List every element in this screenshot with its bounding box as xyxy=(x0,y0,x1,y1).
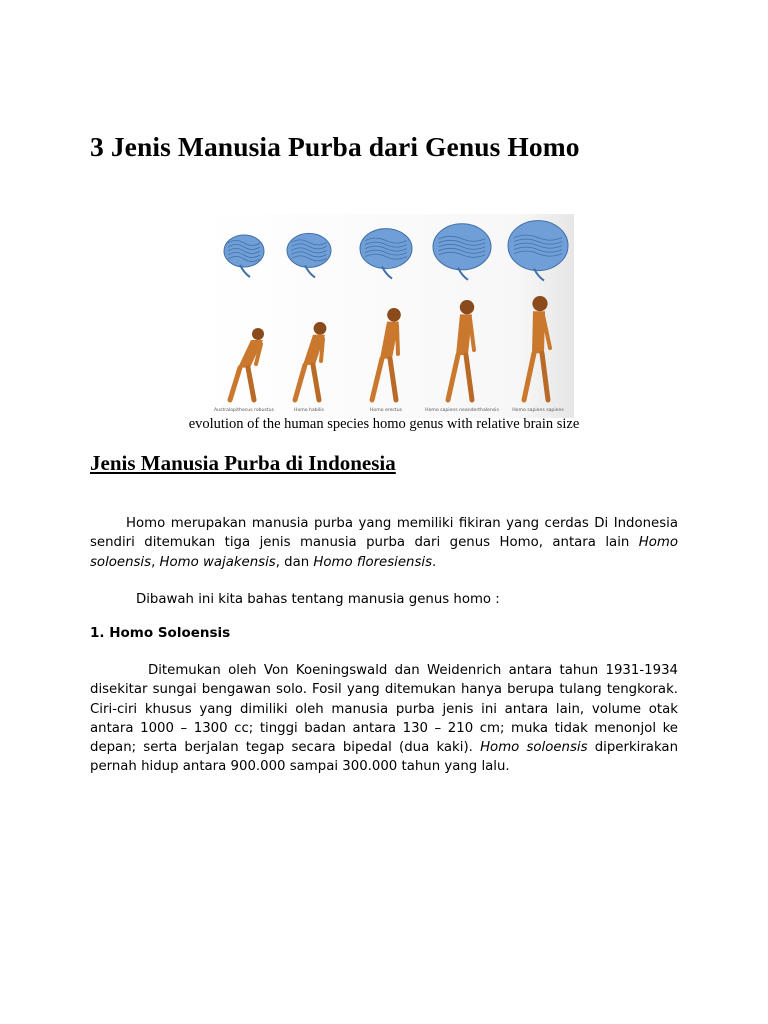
separator: , dan xyxy=(275,554,314,570)
species-label: Australopithecus robustus xyxy=(214,408,274,413)
species-labels xyxy=(214,407,564,413)
species-homo-floresiensis: Homo floresiensis xyxy=(313,554,433,570)
species-label: Homo erectus xyxy=(369,408,403,413)
human-evolution-illustration xyxy=(204,214,574,418)
homo-soloensis-paragraph xyxy=(90,661,678,777)
species-label: Homo sapiens neanderthalensis xyxy=(425,408,499,413)
species-homo-soloensis: Homo soloensis xyxy=(480,740,588,756)
lead-in-paragraph: Dibawah ini kita bahas tentang manusia genus homo : xyxy=(136,592,500,607)
soloensis-text-end: diperkirakan pernah hidup antara 900.000 sampai 300.000 tahun yang lalu. xyxy=(90,740,678,775)
species-homo-soloensis: Homo soloensis xyxy=(90,535,678,570)
separator: , xyxy=(151,554,160,570)
species-label: Homo habilis xyxy=(294,408,324,413)
subsection-heading: 1. Homo Soloensis xyxy=(90,625,231,641)
period: . xyxy=(432,554,437,570)
soloensis-text: Ditemukan oleh Von Koeningswald dan Weidenrich antara tahun 1931-1934 disekitar sungai bengawan solo. Fosil yang ditemukan hanya berupa tulang tengkorak. Ciri-ciri khusus yang dimiliki oleh manusia purba jenis ini antara lain, volume otak antara 1000 – 1300 cc; tinggi badan antara 130 – 210 cm; muka tidak menonjol ke depan; serta berjalan tegap secara bipedal (dua kaki). xyxy=(90,663,678,756)
figure-caption: evolution of the human species homo genus with relative brain size xyxy=(188,416,580,432)
intro-text: Homo merupakan manusia purba yang memiliki fikiran yang cerdas Di Indonesia sendiri ditemukan tiga jenis manusia purba dari genus Homo, antara lain xyxy=(90,516,678,551)
intro-paragraph xyxy=(90,514,678,572)
section-heading: Jenis Manusia Purba di Indonesia xyxy=(90,451,396,475)
species-homo-wajakensis: Homo wajakensis xyxy=(159,554,276,570)
evolution-figure xyxy=(204,214,574,418)
page-title: 3 Jenis Manusia Purba dari Genus Homo xyxy=(90,131,580,162)
species-label: Homo sapiens sapiens xyxy=(512,408,564,413)
